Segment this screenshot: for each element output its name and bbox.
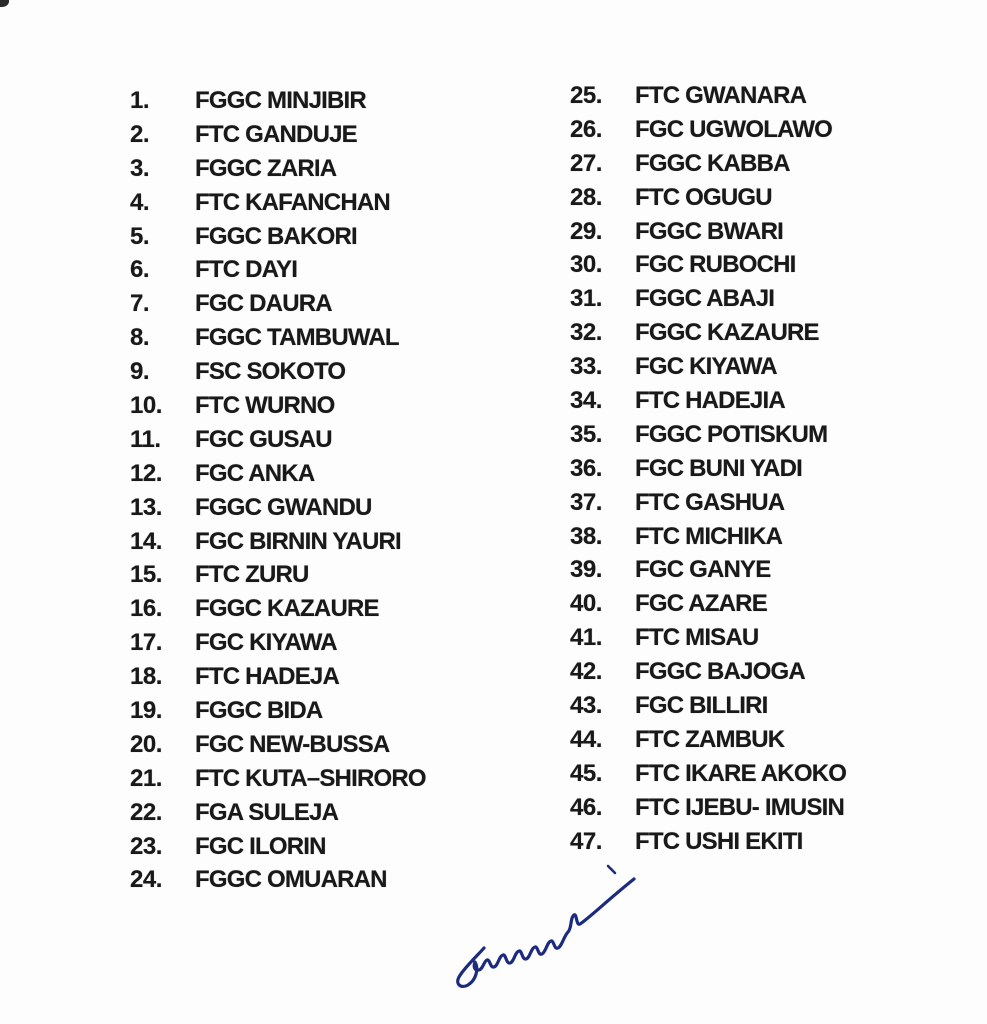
item-number: 5. [130,222,150,250]
list-item [570,215,846,249]
item-name: FGGC POTISKUM [635,420,828,448]
list-item [570,689,846,723]
item-name: FTC WURNO [195,391,335,419]
item-name: FGGC OMUARAN [195,866,387,894]
item-name: FTC MISAU [635,624,759,652]
handwritten-signature [448,858,648,990]
signature-tick-stroke [608,866,615,873]
item-number: 45. [570,759,602,787]
item-number: 33. [570,353,602,381]
item-name: FGGC BIDA [195,696,323,724]
item-name: FGC KIYAWA [635,353,777,381]
item-number: 10. [130,391,162,419]
list-item [130,626,426,660]
list-item [570,520,846,554]
item-number: 6. [130,256,150,284]
list-item [130,525,426,559]
list-item [570,553,846,587]
item-number: 1. [130,86,150,114]
item-name: FTC ZAMBUK [635,725,785,753]
list-item [130,152,426,186]
item-number: 12. [130,459,162,487]
list-item [570,113,846,147]
item-name: FTC GANDUJE [195,120,357,148]
item-number: 36. [570,454,602,482]
scan-corner-artifact [0,0,9,7]
list-item [130,423,426,457]
item-number: 32. [570,319,602,347]
item-name: FGC KIYAWA [195,629,337,657]
item-name: FGC RUBOCHI [635,251,796,279]
item-name: FGGC TAMBUWAL [195,324,399,352]
item-number: 11. [130,425,161,453]
item-number: 47. [570,827,602,855]
item-name: FTC MICHIKA [635,522,783,550]
list-item [130,830,426,864]
list-item [130,84,426,118]
list-item [130,491,426,525]
item-number: 28. [570,183,602,211]
item-number: 25. [570,81,602,109]
item-name: FGC GUSAU [195,425,332,453]
list-item [570,723,846,757]
list-item [130,253,426,287]
item-number: 21. [130,764,162,792]
item-number: 46. [570,793,602,821]
item-number: 16. [130,595,162,623]
list-item [130,321,426,355]
item-name: FGC DAURA [195,290,332,318]
item-number: 14. [130,527,162,555]
list-item [130,287,426,321]
list-item [570,452,846,486]
item-name: FTC DAYI [195,256,298,284]
item-name: FGC UGWOLAWO [635,115,833,143]
list-item [130,220,426,254]
item-number: 3. [130,154,150,182]
list-item [570,316,846,350]
item-number: 22. [130,798,162,826]
list-item [570,384,846,418]
list-item [130,660,426,694]
item-name: FGC BILLIRI [635,691,768,719]
list-item [570,655,846,689]
item-number: 41. [570,624,602,652]
item-name: FGGC BAKORI [195,222,357,250]
item-number: 2. [130,120,150,148]
item-number: 13. [130,493,162,521]
item-number: 30. [570,251,602,279]
item-number: 39. [570,556,602,584]
list-item [130,863,426,897]
item-number: 8. [130,324,150,352]
list-item [570,147,846,181]
list-column-left [130,84,426,897]
list-item [130,558,426,592]
item-number: 34. [570,386,602,414]
item-number: 9. [130,358,150,386]
item-name: FGGC ZARIA [195,154,337,182]
item-number: 20. [130,730,162,758]
item-number: 42. [570,658,602,686]
item-number: 40. [570,590,602,618]
item-number: 7. [130,290,150,318]
item-number: 18. [130,663,162,691]
item-name: FTC IKARE AKOKO [635,759,847,787]
item-name: FGC ANKA [195,459,315,487]
item-name: FGA SULEJA [195,798,339,826]
signature-scribble [448,858,648,990]
list-item [570,181,846,215]
list-item [130,694,426,728]
list-item [570,757,846,791]
item-name: FGGC GWANDU [195,493,372,521]
item-name: FGGC MINJIBIR [195,86,366,114]
item-name: FGC BUNI YADI [635,454,802,482]
list-item [570,791,846,825]
item-name: FGGC BAJOGA [635,658,805,686]
list-item [570,350,846,384]
item-name: FGC BIRNIN YAURI [195,527,401,555]
item-name: FTC KAFANCHAN [195,188,390,216]
item-number: 19. [130,696,162,724]
list-item [570,621,846,655]
item-number: 44. [570,725,602,753]
list-item [130,457,426,491]
list-item [570,587,846,621]
item-name: FSC SOKOTO [195,358,346,386]
list-item [570,486,846,520]
item-number: 29. [570,217,602,245]
item-name: FTC KUTA–SHIRORO [195,764,426,792]
item-number: 15. [130,561,162,589]
item-number: 24. [130,866,162,894]
item-number: 37. [570,488,602,516]
list-item [130,389,426,423]
item-number: 43. [570,691,602,719]
list-item [130,728,426,762]
list-item [130,796,426,830]
item-name: FTC USHI EKITI [635,827,803,855]
item-name: FTC OGUGU [635,183,772,211]
list-item [130,186,426,220]
item-name: FTC HADEJA [195,663,340,691]
item-name: FTC GASHUA [635,488,785,516]
item-name: FGGC ABAJI [635,285,775,313]
list-item [570,418,846,452]
item-number: 17. [130,629,162,657]
list-item [130,762,426,796]
item-name: FGGC BWARI [635,217,783,245]
item-number: 38. [570,522,602,550]
item-name: FGGC KAZAURE [195,595,379,623]
list-item [130,355,426,389]
item-number: 4. [130,188,150,216]
item-name: FTC ZURU [195,561,309,589]
list-item [570,825,846,859]
signature-main-stroke [458,879,634,986]
list-item [570,79,846,113]
item-name: FTC HADEJIA [635,386,785,414]
list-item [130,118,426,152]
item-name: FTC IJEBU- IMUSIN [635,793,845,821]
item-number: 27. [570,149,602,177]
item-number: 23. [130,832,162,860]
item-name: FGC GANYE [635,556,771,584]
item-name: FGC ILORIN [195,832,326,860]
item-name: FGGC KAZAURE [635,319,819,347]
list-item [570,282,846,316]
item-name: FGGC KABBA [635,149,790,177]
item-number: 35. [570,420,602,448]
item-name: FGC NEW-BUSSA [195,730,390,758]
item-name: FTC GWANARA [635,81,807,109]
item-name: FGC AZARE [635,590,767,618]
list-column-right [570,79,846,858]
item-number: 31. [570,285,602,313]
list-item [570,248,846,282]
list-item [130,592,426,626]
item-number: 26. [570,115,602,143]
